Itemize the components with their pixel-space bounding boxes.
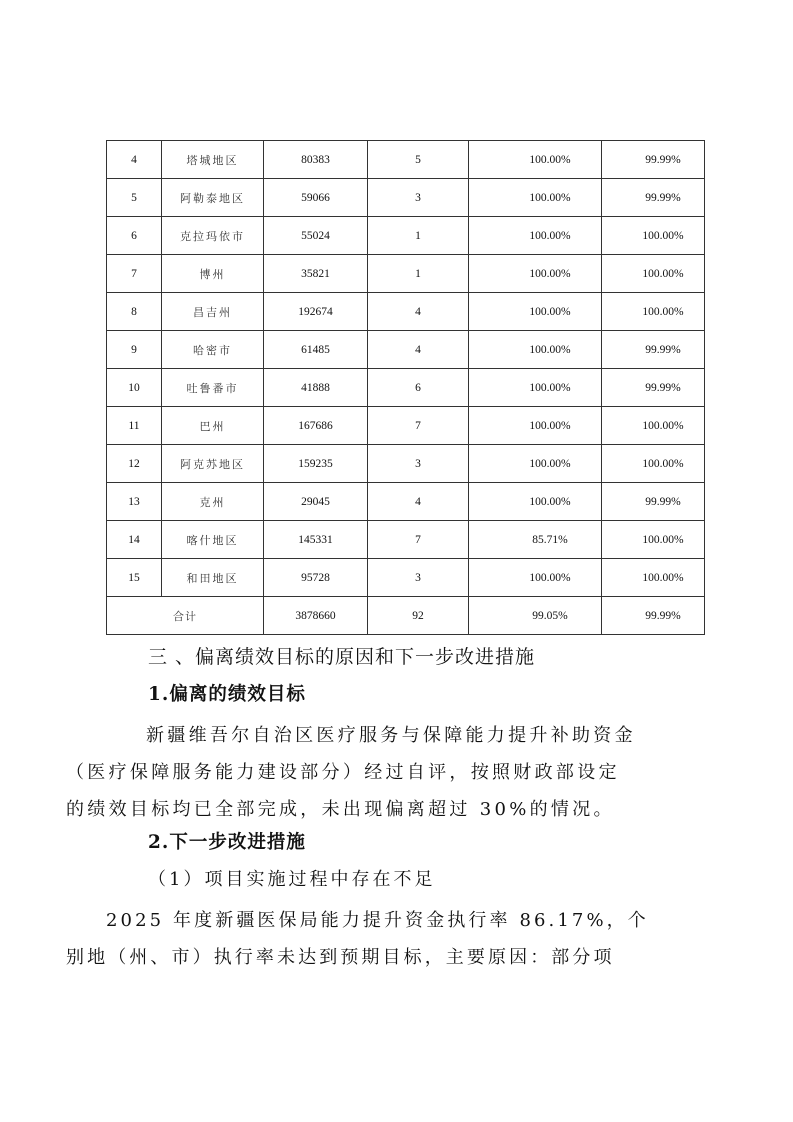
row-number-cell: 4 [107,141,162,179]
count-cell: 3 [368,559,469,597]
table-row [107,521,705,559]
rate-a-cell: 100.00% [469,445,602,483]
count-cell: 6 [368,369,469,407]
amount-cell: 167686 [264,407,368,445]
count-cell: 5 [368,141,469,179]
row-number-cell: 7 [107,255,162,293]
rate-b-cell: 99.99% [602,483,705,521]
rate-b-cell: 99.99% [602,179,705,217]
paragraph-line: （医疗保障服务能力建设部分）经过自评，按照财政部设定 [66,762,620,783]
row-number-cell: 5 [107,179,162,217]
region-cell: 阿勒泰地区 [162,179,264,217]
region-cell: 阿克苏地区 [162,445,264,483]
region-cell: 吐鲁番市 [162,369,264,407]
rate-a-cell: 100.00% [469,179,602,217]
total-rate-a-cell: 99.05% [469,597,602,635]
table-row [107,331,705,369]
improvement-item-heading: （1）项目实施过程中存在不足 [148,869,436,890]
rate-b-cell: 99.99% [602,331,705,369]
amount-cell: 145331 [264,521,368,559]
total-count-cell: 92 [368,597,469,635]
paragraph-line: 的绩效目标均已全部完成，未出现偏离超过 30%的情况。 [66,799,615,820]
amount-cell: 35821 [264,255,368,293]
region-cell: 克州 [162,483,264,521]
region-cell: 昌吉州 [162,293,264,331]
section-heading: 三 、偏离绩效目标的原因和下一步改进措施 [148,646,536,668]
row-number-cell: 11 [107,407,162,445]
table-row [107,217,705,255]
count-cell: 4 [368,293,469,331]
table-body [107,141,705,635]
row-number-cell: 13 [107,483,162,521]
rate-a-cell: 100.00% [469,331,602,369]
region-cell: 哈密市 [162,331,264,369]
subsection-heading-deviation: 1.偏离的绩效目标 [148,684,306,705]
region-cell: 巴州 [162,407,264,445]
amount-cell: 95728 [264,559,368,597]
row-number-cell: 6 [107,217,162,255]
region-cell: 克拉玛依市 [162,217,264,255]
total-label-cell: 合计 [107,597,264,635]
total-rate-b-cell: 99.99% [602,597,705,635]
rate-b-cell: 100.00% [602,255,705,293]
rate-a-cell: 100.00% [469,369,602,407]
count-cell: 3 [368,445,469,483]
count-cell: 1 [368,255,469,293]
table-row [107,445,705,483]
rate-a-cell: 100.00% [469,483,602,521]
region-cell: 塔城地区 [162,141,264,179]
paragraph-line: 别地（州、市）执行率未达到预期目标，主要原因：部分项 [66,947,615,968]
rate-a-cell: 85.71% [469,521,602,559]
row-number-cell: 9 [107,331,162,369]
count-cell: 3 [368,179,469,217]
rate-a-cell: 100.00% [469,407,602,445]
total-amount-cell: 3878660 [264,597,368,635]
table-row [107,293,705,331]
rate-a-cell: 100.00% [469,141,602,179]
deviation-paragraph [66,717,706,828]
amount-cell: 55024 [264,217,368,255]
amount-cell: 29045 [264,483,368,521]
region-cell: 博州 [162,255,264,293]
subsection-heading-improvement: 2.下一步改进措施 [148,832,306,853]
count-cell: 7 [368,521,469,559]
rate-b-cell: 100.00% [602,445,705,483]
rate-a-cell: 100.00% [469,559,602,597]
row-number-cell: 10 [107,369,162,407]
rate-b-cell: 99.99% [602,141,705,179]
rate-b-cell: 100.00% [602,559,705,597]
table-row [107,255,705,293]
region-cell: 和田地区 [162,559,264,597]
rate-a-cell: 100.00% [469,217,602,255]
count-cell: 1 [368,217,469,255]
row-number-cell: 12 [107,445,162,483]
improvement-paragraph [66,902,706,976]
rate-b-cell: 100.00% [602,521,705,559]
amount-cell: 159235 [264,445,368,483]
table-row [107,369,705,407]
paragraph-line: 2025 年度新疆医保局能力提升资金执行率 86.17%，个 [106,910,649,931]
count-cell: 4 [368,331,469,369]
table-row [107,179,705,217]
table-total-row [107,597,705,635]
rate-b-cell: 100.00% [602,407,705,445]
amount-cell: 41888 [264,369,368,407]
row-number-cell: 14 [107,521,162,559]
amount-cell: 80383 [264,141,368,179]
table-row [107,141,705,179]
table-row [107,559,705,597]
paragraph-line: 新疆维吾尔自治区医疗服务与保障能力提升补助资金 [146,725,636,746]
row-number-cell: 8 [107,293,162,331]
amount-cell: 192674 [264,293,368,331]
count-cell: 7 [368,407,469,445]
rate-b-cell: 100.00% [602,217,705,255]
table-row [107,407,705,445]
table-row [107,483,705,521]
rate-a-cell: 100.00% [469,293,602,331]
rate-b-cell: 99.99% [602,369,705,407]
amount-cell: 61485 [264,331,368,369]
count-cell: 4 [368,483,469,521]
rate-a-cell: 100.00% [469,255,602,293]
region-cell: 喀什地区 [162,521,264,559]
row-number-cell: 15 [107,559,162,597]
amount-cell: 59066 [264,179,368,217]
rate-b-cell: 100.00% [602,293,705,331]
performance-table [106,140,705,635]
